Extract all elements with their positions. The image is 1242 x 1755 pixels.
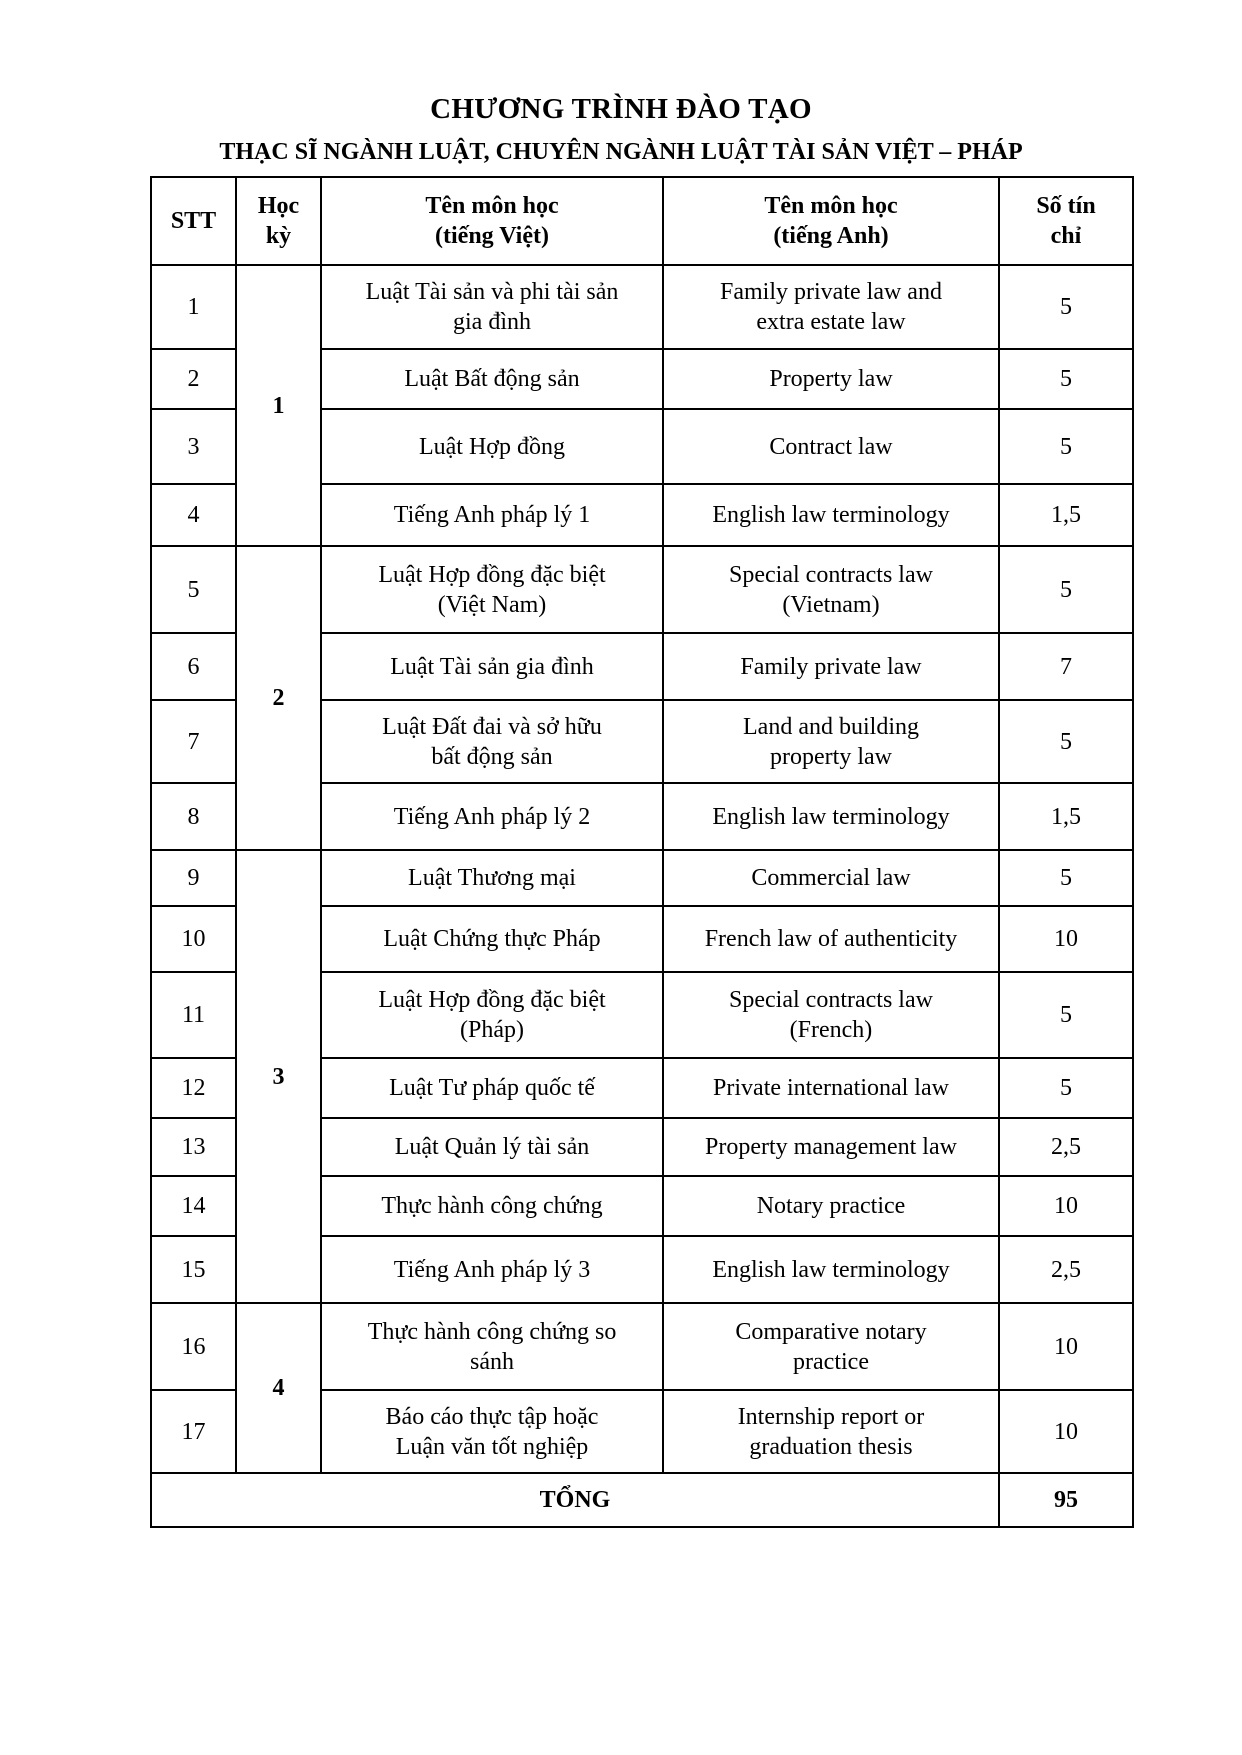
course-name-en-line: Special contracts law	[729, 561, 933, 588]
header-name-en	[663, 177, 999, 265]
header-semester-line: kỳ	[265, 223, 292, 249]
row-credits: 5	[999, 1058, 1133, 1118]
course-name-en-line: Internship report or	[737, 1403, 925, 1430]
header-name-vi-line: Tên môn học	[425, 193, 559, 219]
course-name-vi-line: Luật Hợp đồng đặc biệt	[378, 987, 606, 1013]
header-name-vi-line: (tiếng Việt)	[435, 223, 549, 249]
course-name-vi-line: Tiếng Anh pháp lý 1	[393, 502, 591, 528]
course-name-vi-line: Luật Tài sản gia đình	[390, 653, 594, 680]
course-name-en	[663, 1118, 999, 1176]
table-row	[151, 1303, 1133, 1390]
row-semester: 3	[236, 850, 321, 1303]
total-value: 95	[999, 1473, 1133, 1527]
row-stt: 13	[151, 1118, 236, 1176]
course-name-vi-line: Luật Tài sản và phi tài sản	[365, 279, 619, 305]
row-credits: 10	[999, 1303, 1133, 1390]
course-name-vi	[321, 850, 663, 906]
course-name-vi-line: Luật Thương mại	[408, 865, 576, 891]
row-credits: 2,5	[999, 1236, 1133, 1303]
course-name-vi-line: (Việt Nam)	[437, 591, 547, 618]
row-credits: 5	[999, 700, 1133, 783]
course-name-vi-line: Luật Tư pháp quốc tế	[389, 1075, 595, 1101]
course-name-en-line: English law terminology	[712, 803, 950, 830]
row-stt: 2	[151, 349, 236, 409]
course-name-en-line: practice	[793, 1348, 869, 1375]
row-credits: 7	[999, 633, 1133, 700]
course-name-en	[663, 633, 999, 700]
course-name-en	[663, 1303, 999, 1390]
course-name-vi-line: Luật Quản lý tài sản	[394, 1134, 590, 1160]
table-header-row	[151, 177, 1133, 265]
course-name-vi	[321, 1303, 663, 1390]
course-name-en-line: Property law	[769, 366, 893, 392]
course-name-vi-line: (Pháp)	[460, 1017, 524, 1043]
header-name-en-line: Tên môn học	[764, 193, 898, 219]
course-name-vi-line: Luật Chứng thực Pháp	[383, 926, 601, 952]
course-name-vi-line: bất động sản	[431, 743, 553, 770]
course-name-en	[663, 783, 999, 850]
course-name-vi	[321, 409, 663, 484]
course-name-vi	[321, 972, 663, 1058]
course-name-en	[663, 1176, 999, 1236]
course-name-en	[663, 546, 999, 633]
course-name-vi-line: Luật Đất đai và sở hữu	[382, 713, 602, 740]
row-credits: 10	[999, 1390, 1133, 1473]
course-name-vi	[321, 1058, 663, 1118]
row-stt: 15	[151, 1236, 236, 1303]
course-name-en	[663, 265, 999, 349]
row-stt: 11	[151, 972, 236, 1058]
row-stt: 16	[151, 1303, 236, 1390]
course-name-vi	[321, 1236, 663, 1303]
course-name-en	[663, 1058, 999, 1118]
row-stt: 8	[151, 783, 236, 850]
total-row	[151, 1473, 1133, 1527]
course-name-vi	[321, 783, 663, 850]
row-semester: 2	[236, 546, 321, 850]
course-name-en-line: Commercial law	[751, 865, 911, 891]
course-name-vi-line: Luật Hợp đồng đặc biệt	[378, 561, 606, 588]
course-name-en	[663, 906, 999, 972]
document-title: CHƯƠNG TRÌNH ĐÀO TẠO	[430, 93, 812, 125]
row-credits: 5	[999, 265, 1133, 349]
course-name-en-line: Family private law	[740, 653, 922, 680]
course-name-en-line: Land and building	[743, 713, 919, 740]
row-semester: 1	[236, 265, 321, 546]
course-name-vi-line: Luật Bất động sản	[404, 366, 580, 392]
course-name-en	[663, 1390, 999, 1473]
row-stt: 3	[151, 409, 236, 484]
course-name-vi-line: Tiếng Anh pháp lý 2	[393, 803, 591, 830]
course-name-en-line: Contract law	[769, 433, 893, 460]
table-body	[151, 265, 1133, 1473]
row-stt: 12	[151, 1058, 236, 1118]
row-stt: 1	[151, 265, 236, 349]
course-name-vi-line: Thực hành công chứng	[381, 1193, 603, 1219]
course-name-vi-line: Luật Hợp đồng	[418, 433, 565, 460]
row-stt: 10	[151, 906, 236, 972]
header-stt: STT	[151, 177, 236, 265]
course-name-vi-line: Tiếng Anh pháp lý 3	[393, 1256, 591, 1283]
row-credits: 5	[999, 850, 1133, 906]
course-name-en-line: Special contracts law	[729, 987, 933, 1013]
row-stt: 4	[151, 484, 236, 546]
row-stt: 7	[151, 700, 236, 783]
row-stt: 5	[151, 546, 236, 633]
course-name-vi	[321, 1176, 663, 1236]
total-label: TỔNG	[151, 1473, 999, 1527]
course-name-en	[663, 700, 999, 783]
course-name-en-line: Property management law	[705, 1134, 957, 1160]
course-name-en	[663, 484, 999, 546]
course-name-vi	[321, 906, 663, 972]
row-credits: 1,5	[999, 783, 1133, 850]
course-name-en-line: French law of authenticity	[704, 926, 958, 952]
row-credits: 5	[999, 409, 1133, 484]
course-name-en-line: Private international law	[713, 1075, 949, 1101]
course-name-vi	[321, 546, 663, 633]
table-row	[151, 265, 1133, 349]
course-name-en-line: (French)	[789, 1017, 873, 1043]
course-name-en-line: Notary practice	[756, 1193, 906, 1219]
row-credits: 5	[999, 546, 1133, 633]
header-credits-line: Số tín	[1036, 193, 1096, 219]
course-name-vi-line: Luận văn tốt nghiệp	[395, 1433, 589, 1460]
course-name-vi	[321, 484, 663, 546]
header-name-en-line: (tiếng Anh)	[773, 223, 889, 249]
course-name-vi	[321, 1118, 663, 1176]
header-semester-line: Học	[257, 193, 300, 219]
header-name-vi	[321, 177, 663, 265]
row-stt: 17	[151, 1390, 236, 1473]
course-name-vi-line: gia đình	[453, 309, 531, 335]
course-name-vi	[321, 265, 663, 349]
course-name-en	[663, 349, 999, 409]
row-credits: 5	[999, 349, 1133, 409]
row-credits: 5	[999, 972, 1133, 1058]
table-row	[151, 850, 1133, 906]
course-name-en-line: English law terminology	[712, 1256, 950, 1283]
course-name-vi	[321, 349, 663, 409]
header-semester	[236, 177, 321, 265]
row-stt: 9	[151, 850, 236, 906]
row-credits: 1,5	[999, 484, 1133, 546]
row-credits: 10	[999, 1176, 1133, 1236]
course-name-en-line: Family private law and	[720, 279, 942, 305]
course-name-en	[663, 850, 999, 906]
course-name-en-line: Comparative notary	[735, 1318, 927, 1345]
row-credits: 2,5	[999, 1118, 1133, 1176]
course-name-en-line: English law terminology	[712, 502, 950, 528]
course-name-en	[663, 409, 999, 484]
course-name-vi	[321, 700, 663, 783]
course-name-vi	[321, 1390, 663, 1473]
row-semester: 4	[236, 1303, 321, 1473]
course-name-vi-line: Thực hành công chứng so	[367, 1318, 617, 1345]
curriculum-table	[150, 176, 1134, 1528]
course-name-en	[663, 1236, 999, 1303]
course-name-en-line: extra estate law	[756, 309, 906, 335]
course-name-vi-line: sánh	[470, 1348, 514, 1375]
course-name-vi	[321, 633, 663, 700]
course-name-en	[663, 972, 999, 1058]
header-credits	[999, 177, 1133, 265]
row-stt: 14	[151, 1176, 236, 1236]
course-name-en-line: graduation thesis	[749, 1433, 913, 1460]
course-name-en-line: property law	[770, 743, 892, 770]
row-credits: 10	[999, 906, 1133, 972]
course-name-vi-line: Báo cáo thực tập hoặc	[385, 1403, 599, 1430]
row-stt: 6	[151, 633, 236, 700]
document-subtitle: THẠC SĨ NGÀNH LUẬT, CHUYÊN NGÀNH LUẬT TÀI SẢN VIỆT – PHÁP	[219, 139, 1023, 165]
header-credits-line: chỉ	[1050, 223, 1082, 249]
table-row	[151, 546, 1133, 633]
course-name-en-line: (Vietnam)	[782, 591, 880, 618]
